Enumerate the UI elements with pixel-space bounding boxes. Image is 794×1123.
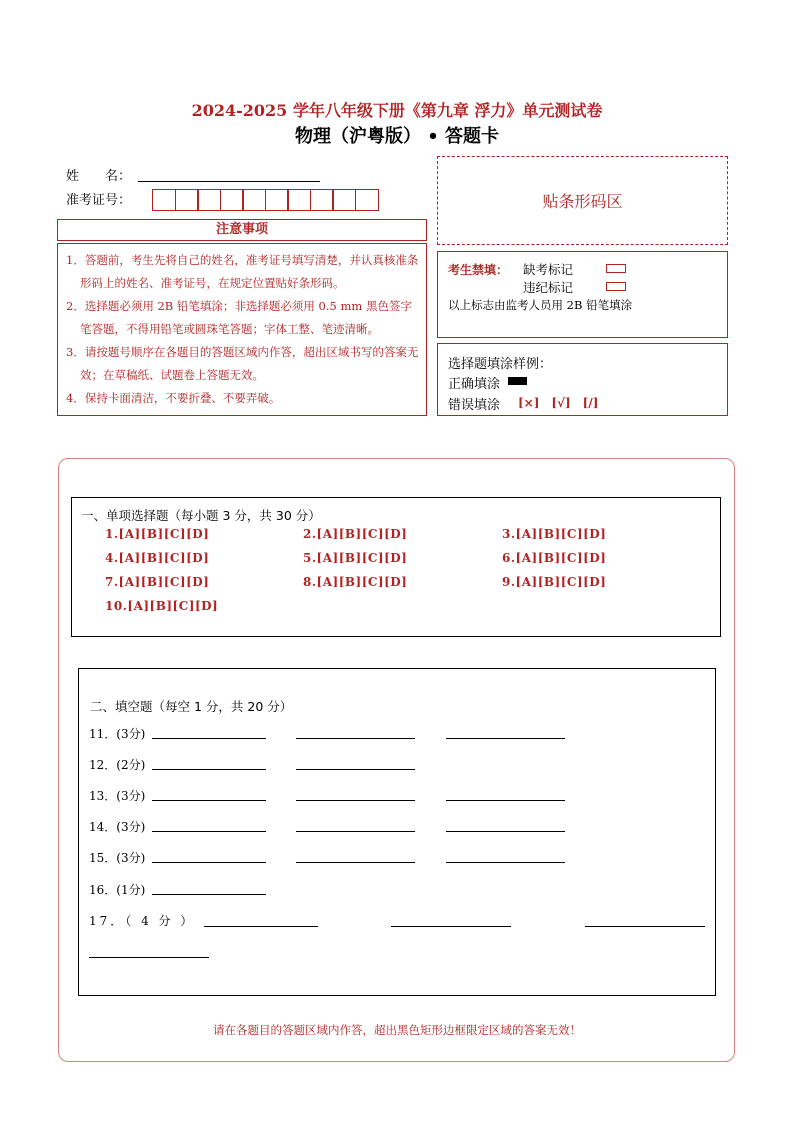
id-label: 准考证号： xyxy=(66,193,132,208)
absent-mark-box[interactable] xyxy=(606,264,626,273)
correct-fill-mark xyxy=(508,377,527,385)
id-number-boxes[interactable] xyxy=(152,189,377,211)
section-single-choice xyxy=(71,497,721,637)
answer-options[interactable]: [A][B][C][D] xyxy=(118,527,210,541)
answer-blank[interactable] xyxy=(296,737,415,739)
answer-blank[interactable] xyxy=(152,799,266,801)
answer-blank[interactable] xyxy=(585,925,705,927)
id-digit-box[interactable] xyxy=(175,189,199,211)
choice-question[interactable] xyxy=(303,575,407,589)
id-digit-box[interactable] xyxy=(197,189,221,211)
answer-blank[interactable] xyxy=(152,861,266,863)
answer-blank[interactable] xyxy=(296,768,415,770)
id-digit-box[interactable] xyxy=(265,189,289,211)
question-number: 7. xyxy=(105,575,119,589)
section1-title: 一、单项选择题（每小题 3 分，共 30 分） xyxy=(81,508,321,523)
choice-question[interactable] xyxy=(105,599,218,613)
answer-options[interactable]: [A][B][C][D] xyxy=(515,551,607,565)
choice-question[interactable] xyxy=(105,551,209,565)
choice-question[interactable] xyxy=(502,527,606,541)
answer-blank[interactable] xyxy=(296,861,415,863)
question-number: 1. xyxy=(105,527,119,541)
answer-blank[interactable] xyxy=(446,830,565,832)
correct-fill-label: 正确填涂 xyxy=(448,377,501,392)
answer-blank[interactable] xyxy=(89,956,209,958)
question-number: 6. xyxy=(502,551,516,565)
card-title: 物理（沪粤版） • 答题卡 xyxy=(294,126,500,147)
notice-item: 2．选择题必须用 2B 铅笔填涂；非选择题必须用 0.5 mm 黑色签字笔答题，不得用铅笔或圆珠笔答题；字体工整、笔迹清晰。 xyxy=(66,299,412,336)
answer-blank[interactable] xyxy=(446,861,565,863)
answer-blank[interactable] xyxy=(296,830,415,832)
footer-note: 请在各题目的答题区域内作答，超出黑色矩形边框限定区域的答案无效！ xyxy=(213,1023,581,1037)
answer-blank[interactable] xyxy=(391,925,511,927)
answer-blank[interactable] xyxy=(152,893,266,895)
ban-note: 以上标志由监考人员用 2B 铅笔填涂 xyxy=(448,298,633,312)
answer-blank[interactable] xyxy=(204,925,318,927)
fill-question-label: 14．(3分) xyxy=(89,820,146,834)
answer-blank[interactable] xyxy=(152,830,266,832)
choice-question[interactable] xyxy=(502,551,606,565)
answer-blank[interactable] xyxy=(446,737,565,739)
fill-question-label: 13．(3分) xyxy=(89,789,146,803)
sample-title: 选择题填涂样例： xyxy=(448,357,553,372)
answer-blank[interactable] xyxy=(152,737,266,739)
notice-item: 3．请按题号顺序在各题目的答题区域内作答，超出区域书写的答案无效；在草稿纸、试题卷上答题无效。 xyxy=(66,345,419,382)
fill-question-label: 16．(1分) xyxy=(89,883,146,897)
notice-title: 注意事项 xyxy=(57,219,427,241)
wrong-fill-marks: [×] [√] [/] xyxy=(518,396,599,410)
candidate-ban-box xyxy=(437,251,728,338)
fill-question-label: 17．（ 4 分 ） xyxy=(89,914,196,928)
answer-options[interactable]: [A][B][C][D] xyxy=(127,599,219,613)
fill-question-label: 12．(2分) xyxy=(89,758,146,772)
notice-box xyxy=(57,243,427,416)
question-number: 9. xyxy=(502,575,516,589)
id-digit-box[interactable] xyxy=(310,189,334,211)
choice-question[interactable] xyxy=(105,575,209,589)
choice-question[interactable] xyxy=(502,575,606,589)
section-fill-blank xyxy=(78,668,716,996)
name-field[interactable] xyxy=(138,180,320,182)
answer-options[interactable]: [A][B][C][D] xyxy=(118,551,210,565)
question-number: 8. xyxy=(303,575,317,589)
answer-options[interactable]: [A][B][C][D] xyxy=(316,527,408,541)
answer-blank[interactable] xyxy=(152,768,266,770)
absent-label: 缺考标记 xyxy=(523,262,574,277)
question-number: 4. xyxy=(105,551,119,565)
choice-question[interactable] xyxy=(303,551,407,565)
barcode-area xyxy=(437,156,728,245)
notice-item: 1．答题前，考生先将自己的姓名，准考证号填写清楚，并认真核准条形码上的姓名、准考证号，在规定位置贴好条形码。 xyxy=(66,253,419,290)
choice-question[interactable] xyxy=(303,527,407,541)
question-number: 10. xyxy=(105,599,128,613)
id-digit-box[interactable] xyxy=(355,189,379,211)
answer-options[interactable]: [A][B][C][D] xyxy=(118,575,210,589)
answer-blank[interactable] xyxy=(296,799,415,801)
question-number: 3. xyxy=(502,527,516,541)
violation-mark-box[interactable] xyxy=(606,282,626,291)
answer-options[interactable]: [A][B][C][D] xyxy=(515,575,607,589)
question-number: 2. xyxy=(303,527,317,541)
id-digit-box[interactable] xyxy=(152,189,176,211)
id-digit-box[interactable] xyxy=(332,189,356,211)
barcode-label: 贴条形码区 xyxy=(542,192,623,211)
choice-question[interactable] xyxy=(105,527,209,541)
id-digit-box[interactable] xyxy=(220,189,244,211)
fill-question-label: 11．(3分) xyxy=(89,727,146,741)
answer-blank[interactable] xyxy=(446,799,565,801)
answer-options[interactable]: [A][B][C][D] xyxy=(515,527,607,541)
wrong-fill-label: 错误填涂 xyxy=(448,398,501,413)
fill-question-label: 15．(3分) xyxy=(89,851,146,865)
section2-title: 二、填空题（每空 1 分，共 20 分） xyxy=(90,699,293,714)
violation-label: 违纪标记 xyxy=(523,280,574,295)
fill-sample-box xyxy=(437,343,728,416)
id-digit-box[interactable] xyxy=(242,189,266,211)
answer-options[interactable]: [A][B][C][D] xyxy=(316,551,408,565)
answer-options[interactable]: [A][B][C][D] xyxy=(316,575,408,589)
question-number: 5. xyxy=(303,551,317,565)
ban-label: 考生禁填： xyxy=(448,263,509,277)
name-label: 姓 名： xyxy=(66,169,132,184)
id-digit-box[interactable] xyxy=(287,189,311,211)
notice-item: 4．保持卡面清洁，不要折叠、不要弄破。 xyxy=(66,391,281,405)
exam-title: 2024-2025 学年八年级下册《第九章 浮力》单元测试卷 xyxy=(191,101,603,120)
